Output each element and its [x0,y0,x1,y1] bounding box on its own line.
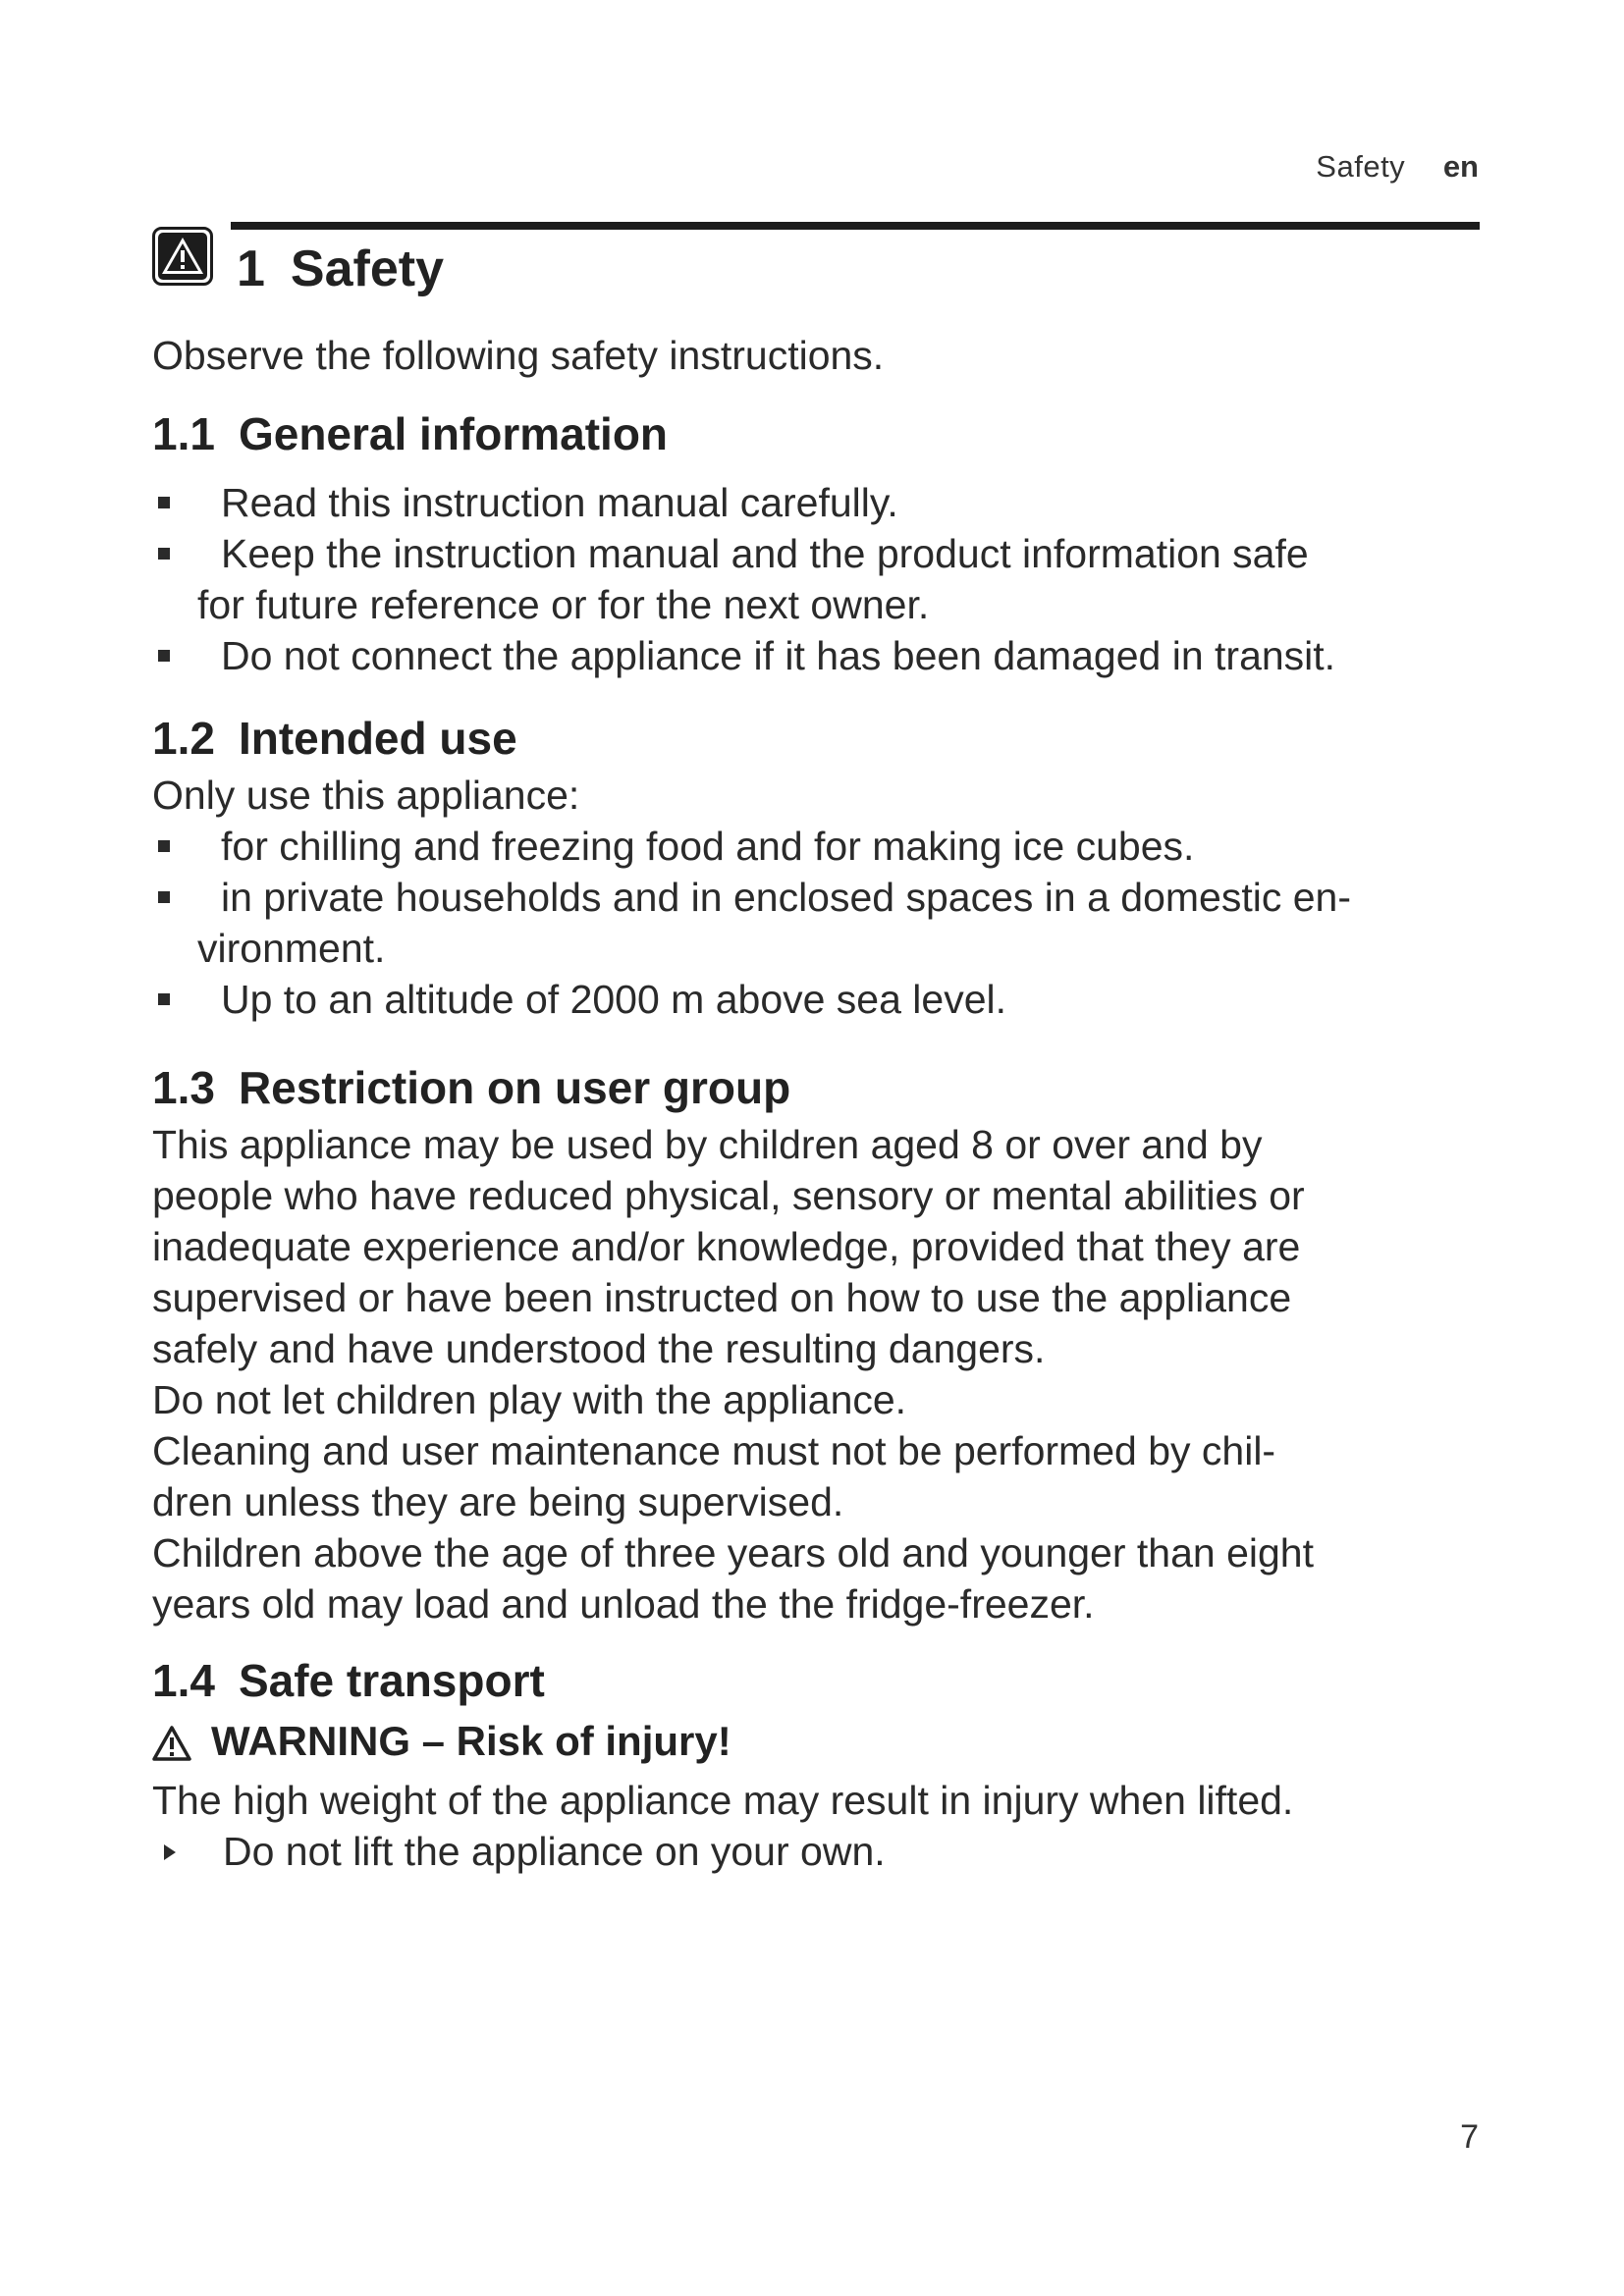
list-item-text-continued: vironment. [197,926,386,971]
warning-heading [152,1714,1507,1769]
square-bullet-icon [158,497,170,508]
page-number: 7 [1460,2118,1479,2156]
intended-use-lead: Only use this appliance: [152,773,580,818]
general-information-list [152,477,1507,681]
paragraph-line: people who have reduced physical, sensory or mental abilities or [152,1173,1305,1218]
chapter-number: 1 [237,240,265,297]
list-item-text: Read this instruction manual carefully. [221,480,898,525]
running-header-language: en [1442,149,1479,184]
list-item [152,872,1507,974]
section-heading-intended-use [152,711,1507,766]
section-heading-general-information [152,406,1507,461]
chapter-title [237,240,444,298]
square-bullet-icon [158,993,170,1005]
paragraph-line: safely and have understood the resulting dangers. [152,1326,1046,1371]
paragraph-line: Cleaning and user maintenance must not be performed by chil- [152,1428,1276,1473]
chapter-heading [152,222,1480,310]
paragraph-line: Children above the age of three years old and younger than eight [152,1530,1314,1575]
instruction-step-text: Do not lift the appliance on your own. [223,1829,886,1874]
warning-triangle-icon [152,1726,191,1761]
section-number: 1.1 [152,408,215,459]
restriction-paragraph [152,1119,1507,1629]
paragraph-line: dren unless they are being supervised. [152,1479,844,1524]
square-bullet-icon [158,650,170,662]
intended-use-list [152,821,1507,1025]
square-bullet-icon [158,840,170,852]
section-number: 1.3 [152,1062,215,1113]
list-item-text: in private households and in enclosed spaces in a domestic en- [221,875,1351,920]
list-item-text-continued: for future reference or for the next owner. [197,582,930,627]
section-number: 1.4 [152,1655,215,1706]
instruction-step [152,1826,1507,1877]
section-heading-restriction-on-user-group [152,1060,1507,1115]
section-title: Safe transport [238,1655,545,1706]
section-title: Restriction on user group [238,1062,791,1113]
list-item [152,477,1507,528]
list-item [152,974,1507,1025]
warning-title: WARNING – Risk of injury! [211,1718,731,1764]
running-header-section: Safety [1316,149,1406,184]
paragraph-line: supervised or have been instructed on how to use the appliance [152,1275,1292,1320]
list-item-text: Do not connect the appliance if it has been damaged in transit. [221,633,1336,678]
page-content [152,330,1507,1877]
list-item-text: for chilling and freezing food and for making ice cubes. [221,824,1195,869]
paragraph-line: years old may load and unload the the fridge-freezer. [152,1581,1095,1627]
square-bullet-icon [158,548,170,560]
list-item [152,821,1507,872]
warning-text: The high weight of the appliance may result in injury when lifted. [152,1778,1294,1823]
intro-text: Observe the following safety instructions. [152,333,885,378]
list-item [152,528,1507,630]
section-number: 1.2 [152,713,215,764]
running-header [1316,149,1479,185]
warning-triangle-icon [152,227,213,286]
chapter-title-text: Safety [290,240,444,297]
section-title: General information [238,408,669,459]
paragraph-line: inadequate experience and/or knowledge, provided that they are [152,1224,1301,1269]
chapter-rule [231,222,1480,230]
section-heading-safe-transport [152,1653,1507,1708]
list-item-text: Up to an altitude of 2000 m above sea level. [221,977,1007,1022]
section-title: Intended use [238,713,517,764]
list-item [152,630,1507,681]
paragraph-line: Do not let children play with the appliance. [152,1377,907,1422]
paragraph-line: This appliance may be used by children aged 8 or over and by [152,1122,1263,1167]
square-bullet-icon [158,891,170,903]
arrow-right-icon [164,1844,176,1860]
list-item-text: Keep the instruction manual and the product information safe [221,531,1309,576]
